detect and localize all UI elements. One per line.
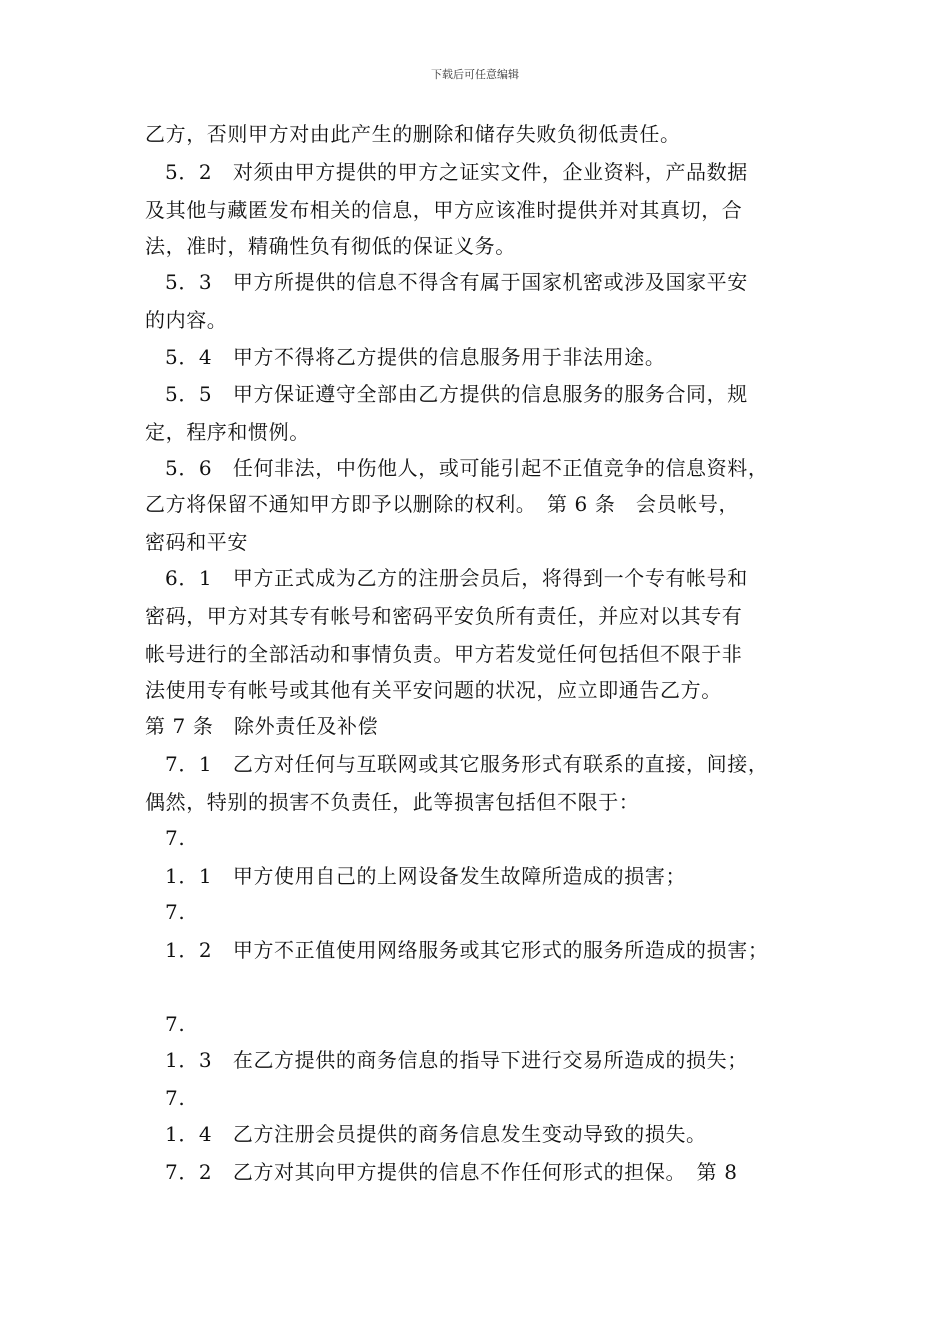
text-line: 7. [165, 1012, 186, 1036]
text-line: 1．1 甲方使用自己的上网设备发生故障所造成的损害； [165, 864, 687, 888]
text-line: 6．1 甲方正式成为乙方的注册会员后，将得到一个专有帐号和 [165, 566, 748, 590]
header-note: 下载后可任意编辑 [431, 68, 519, 81]
text-line: 密码和平安 [145, 530, 248, 554]
text-line: 乙方将保留不通知甲方即予以删除的权利。 第 6 条 会员帐号， [145, 492, 740, 516]
text-line: 5．3 甲方所提供的信息不得含有属于国家机密或涉及国家平安 [165, 270, 748, 294]
text-line: 帐号进行的全部活动和事情负责。甲方若发觉任何包括但不限于非 [145, 642, 743, 666]
text-line: 密码，甲方对其专有帐号和密码平安负所有责任，并应对以其专有 [145, 604, 743, 628]
text-line: 5．5 甲方保证遵守全部由乙方提供的信息服务的服务合同，规 [165, 382, 748, 406]
text-line: 7. [165, 826, 186, 850]
text-line: 7. [165, 900, 186, 924]
text-line: 5．4 甲方不得将乙方提供的信息服务用于非法用途。 [165, 345, 666, 369]
text-line: 定，程序和惯例。 [145, 420, 310, 444]
text-line: 及其他与藏匿发布相关的信息，甲方应该准时提供并对其真切，合 [145, 198, 743, 222]
text-line: 法，准时，精确性负有彻低的保证义务。 [145, 234, 516, 258]
text-line: 7．1 乙方对任何与互联网或其它服务形式有联系的直接，间接， [165, 752, 769, 776]
text-line: 1．3 在乙方提供的商务信息的指导下进行交易所造成的损失； [165, 1048, 748, 1072]
text-line: 法使用专有帐号或其他有关平安问题的状况，应立即通告乙方。 [145, 678, 722, 702]
text-line: 5．6 任何非法，中伤他人，或可能引起不正值竞争的信息资料， [165, 456, 769, 480]
text-line: 乙方，否则甲方对由此产生的删除和储存失败负彻低责任。 [145, 122, 681, 146]
text-line: 偶然，特别的损害不负责任，此等损害包括但不限于： [145, 790, 640, 814]
text-line: 1．2 甲方不正值使用网络服务或其它形式的服务所造成的损害； [165, 938, 769, 962]
text-line: 的内容。 [145, 308, 228, 332]
text-line: 7．2 乙方对其向甲方提供的信息不作任何形式的担保。 第 8 [165, 1160, 738, 1184]
text-line: 7. [165, 1086, 186, 1110]
text-line: 1．4 乙方注册会员提供的商务信息发生变动导致的损失。 [165, 1122, 707, 1146]
text-line: 5．2 对须由甲方提供的甲方之证实文件，企业资料，产品数据 [165, 160, 748, 184]
text-line: 第 7 条 除外责任及补偿 [145, 714, 379, 738]
